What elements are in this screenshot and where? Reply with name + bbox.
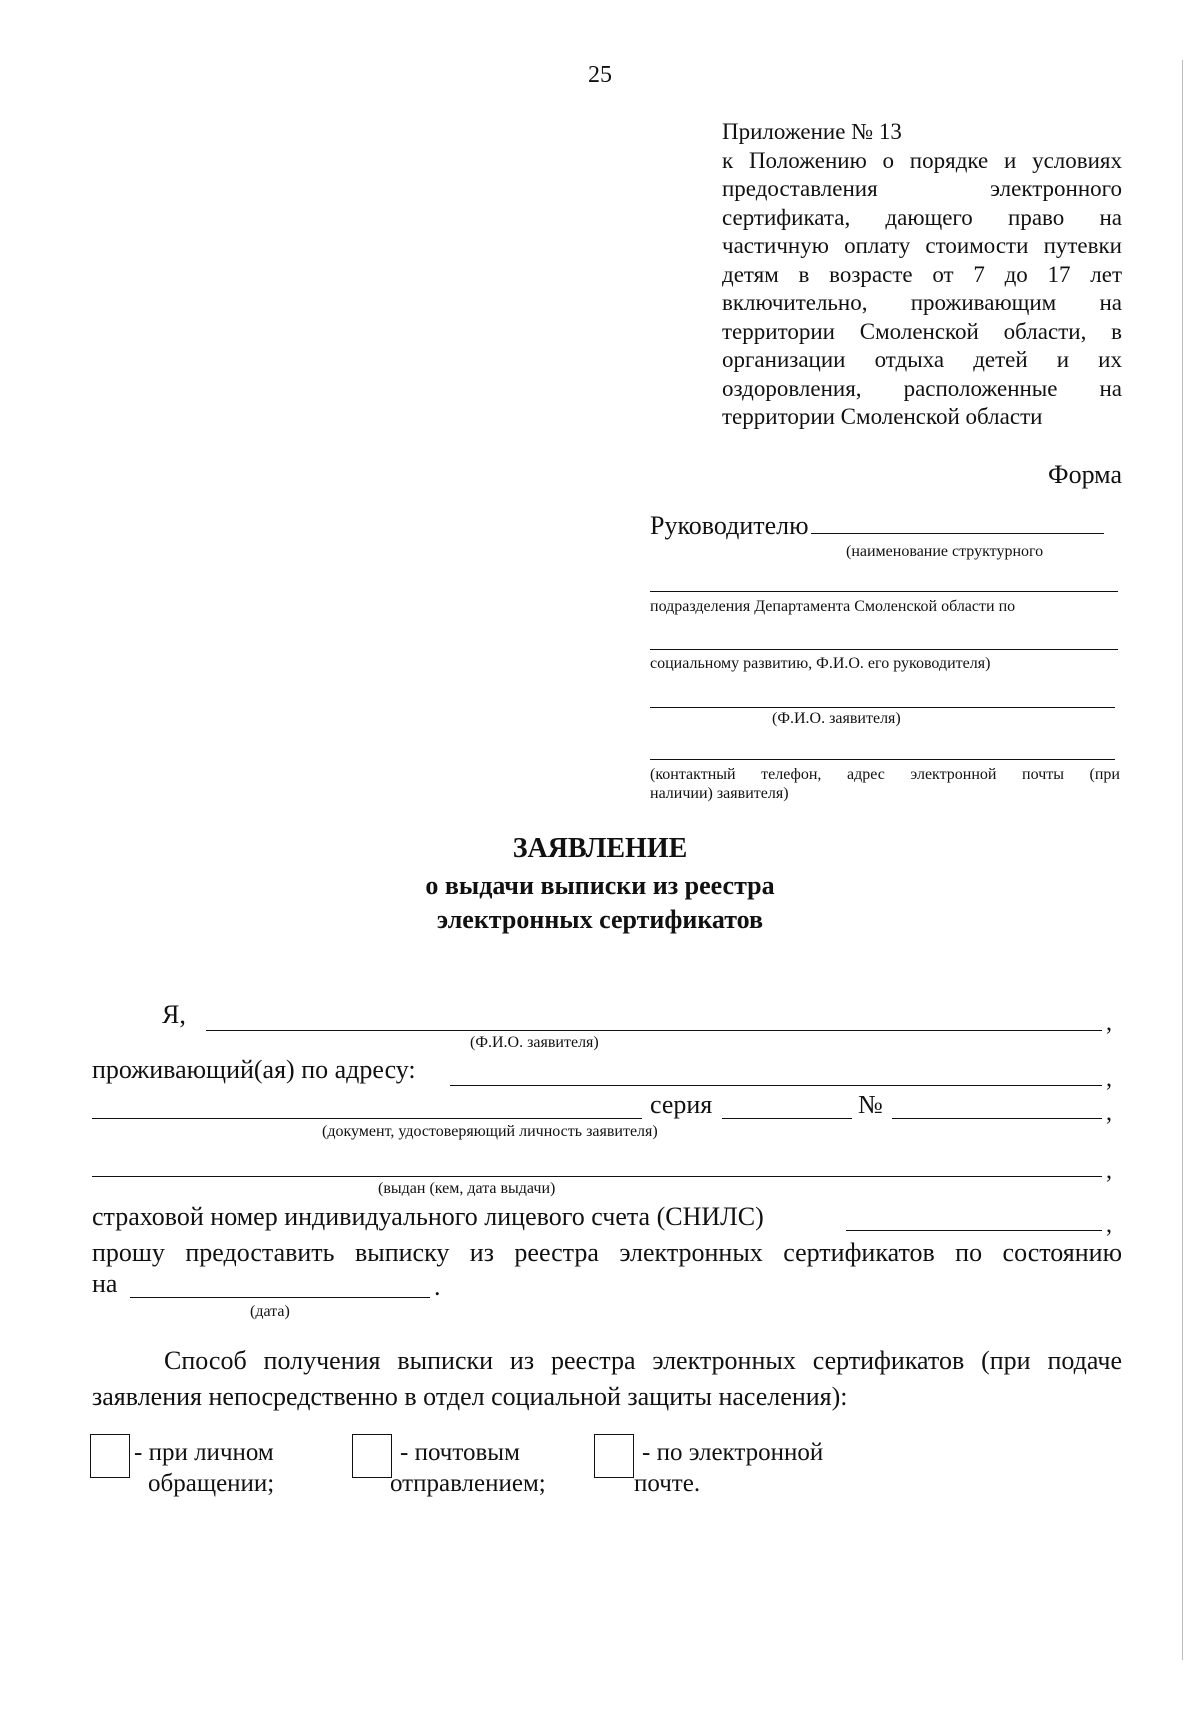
document-subtitle: о выдачи выписки из реестра	[425, 871, 775, 900]
caption-issued: (выдан (кем, дата выдачи)	[378, 1180, 556, 1197]
option-line: отправлением;	[390, 1470, 546, 1497]
series-field[interactable]	[722, 1118, 852, 1119]
addressee-head-field[interactable]	[811, 507, 1104, 534]
comma: ,	[1106, 1010, 1112, 1036]
page-edge-line	[1182, 60, 1183, 1660]
method-line: заявления непосредственно в отдел социальной защиты населения):	[92, 1382, 848, 1411]
number-label: №	[858, 1090, 883, 1119]
request-line: прошу предоставить выписку из реестра электронных сертификатов по состоянию	[92, 1238, 1122, 1267]
option-line: - при личном	[134, 1439, 274, 1466]
form-label: Форма	[1048, 460, 1122, 489]
comma: ,	[1106, 1100, 1112, 1126]
appendix-line: территории Смоленской области, в	[722, 318, 1122, 344]
page-number: 25	[588, 62, 612, 88]
option-label-post	[390, 1437, 546, 1499]
option-line: - по электронной	[642, 1439, 824, 1466]
option-checkbox-post[interactable]	[352, 1434, 392, 1478]
address-label: проживающий(ая) по адресу:	[92, 1055, 416, 1084]
caption-date: (дата)	[250, 1303, 290, 1320]
appendix-line: к Положению о порядке и условиях	[722, 147, 1122, 173]
addressee-head-label: Руководителю	[650, 511, 809, 540]
method-line: Способ получения выписки из реестра электронных сертификатов (при подаче	[164, 1346, 1122, 1375]
snils-label: страховой номер индивидуального лицевого счета (СНИЛС)	[92, 1202, 764, 1231]
option-line: почте.	[634, 1470, 701, 1497]
option-line: - почтовым	[400, 1439, 520, 1466]
appendix-line: предоставления электронного	[722, 176, 1122, 201]
identity-document-field[interactable]	[92, 1118, 642, 1119]
addressee-field-line[interactable]	[650, 649, 1118, 650]
appendix-line: детям в возрасте от 7 до 17 лет	[722, 261, 1122, 287]
caption-subdivision: подразделения Департамента Смоленской области по	[650, 598, 1016, 615]
addressee-field-line[interactable]	[650, 591, 1118, 592]
appendix-line: включительно, проживающим на	[722, 290, 1122, 315]
option-label-email	[634, 1437, 824, 1499]
caption-contact-line: наличии) заявителя)	[650, 785, 789, 802]
comma: ,	[1106, 1212, 1112, 1238]
snils-field[interactable]	[846, 1230, 1102, 1231]
caption-document: (документ, удостоверяющий личность заявителя)	[322, 1123, 658, 1140]
applicant-contact-field[interactable]	[650, 759, 1115, 760]
caption-social: социальному развитию, Ф.И.О. его руководителя)	[650, 655, 991, 672]
caption-contact-line: (контактный телефон, адрес электронной почты (при	[650, 766, 1120, 783]
issued-by-field[interactable]	[92, 1176, 1102, 1177]
option-checkbox-in-person[interactable]	[90, 1434, 130, 1478]
caption-contact	[650, 765, 1120, 803]
applicant-fio-field[interactable]	[650, 707, 1115, 708]
appendix-line: сертификата, дающего право на	[722, 204, 1122, 230]
applicant-name-field[interactable]	[206, 1030, 1102, 1031]
method-paragraph	[92, 1343, 1122, 1415]
appendix-block	[722, 118, 1122, 432]
comma: ,	[1106, 1066, 1112, 1092]
addressee-head	[650, 507, 1104, 541]
appendix-line: Приложение № 13	[722, 119, 902, 144]
caption-applicant-fio: (Ф.И.О. заявителя)	[772, 710, 901, 727]
option-label-in-person	[134, 1437, 274, 1499]
caption-structural: (наименование структурного	[846, 543, 1044, 560]
i-label: Я,	[162, 1000, 186, 1029]
document-subtitle: электронных сертификатов	[436, 905, 764, 934]
appendix-line: территории Смоленской области	[722, 404, 1043, 429]
request-text	[92, 1238, 1122, 1268]
option-line: обращении;	[148, 1470, 275, 1497]
date-field[interactable]	[130, 1297, 430, 1298]
document-title: ЗАЯВЛЕНИЕ	[512, 833, 688, 864]
request-on-label: на	[92, 1269, 118, 1298]
comma: ,	[1106, 1158, 1112, 1184]
appendix-line: оздоровления, расположенные на	[722, 375, 1122, 401]
appendix-line: организации отдыха детей и их	[722, 347, 1122, 372]
series-label: серия	[650, 1090, 713, 1119]
address-field[interactable]	[450, 1085, 1102, 1086]
caption-fio: (Ф.И.О. заявителя)	[470, 1034, 599, 1051]
period: .	[434, 1272, 441, 1301]
appendix-line: частичную оплату стоимости путевки	[722, 233, 1122, 258]
option-checkbox-email[interactable]	[594, 1434, 634, 1478]
document-number-field[interactable]	[892, 1118, 1102, 1119]
